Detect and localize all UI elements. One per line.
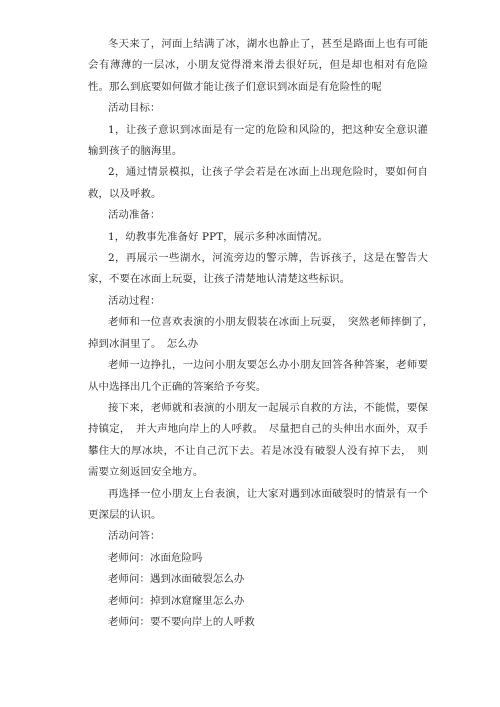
process-paragraph-2: 老师一边挣扎，一边问小朋友要怎么办小朋友回答各种答案，老师要从中选择出几个正确的答案给予夸奖。 <box>88 359 428 393</box>
section-heading-preparation: 活动准备： <box>108 209 161 222</box>
process-paragraph-3: 接下来，老师就和表演的小朋友一起展示自救的方法，不能慌，要保持镇定， 并大声地向岸上的人呼救。 尽量把自己的头伸出水面外，双手攀住大的厚冰块，不让自己沉下去。若是冰没有破裂人没有掉下去， 则需要立刻返回安全地方。 <box>88 401 428 479</box>
process-paragraph-4: 再选择一位小朋友上台表演，让大家对遇到冰面破裂时的情景有一个更深层的认识。 <box>88 487 428 521</box>
qa-question-2: 老师问：遇到冰面破裂怎么办 <box>108 573 245 586</box>
section-heading-process: 活动过程： <box>108 294 161 307</box>
qa-question-3: 老师问：掉到冰窟窿里怎么办 <box>108 594 245 607</box>
goal-item-1: 1，让孩子意识到冰面是有一定的危险和风险的，把这种安全意识灌输到孩子的脑海里。 <box>88 123 428 158</box>
process-paragraph-1: 老师和一位喜欢表演的小朋友假装在冰面上玩耍， 突然老师摔倒了， 掉到冰洞里了。 怎么办 <box>88 316 439 350</box>
intro-paragraph: 冬天来了，河面上结满了冰，湖水也静止了，甚至是路面上也有可能会有薄薄的一层冰，小朋友觉得滑来滑去很好玩，但是却也相对有危险性。那么到底要如何做才能让孩子们意识到冰面是有危险性的呢 <box>88 38 428 93</box>
preparation-item-2: 2，再展示一些湖水，河流旁边的警示牌，告诉孩子，这是在警告大家，不要在冰面上玩耍，让孩子清楚地认清楚这些标识。 <box>88 252 428 286</box>
section-heading-goals: 活动目标： <box>108 102 161 115</box>
qa-question-1: 老师问：冰面危险吗 <box>108 551 203 564</box>
qa-question-4: 老师问：要不要向岸上的人呼救 <box>108 615 255 628</box>
preparation-item-1: 1，幼教事先准备好 PPT，展示多种冰面情况。 <box>108 230 329 243</box>
section-heading-qa: 活动问答： <box>108 530 161 543</box>
goal-item-2: 2，通过情景模拟，让孩子学会若是在冰面上出现危险时，要如何自救，以及呼救。 <box>88 166 428 200</box>
document-body <box>88 34 439 633</box>
